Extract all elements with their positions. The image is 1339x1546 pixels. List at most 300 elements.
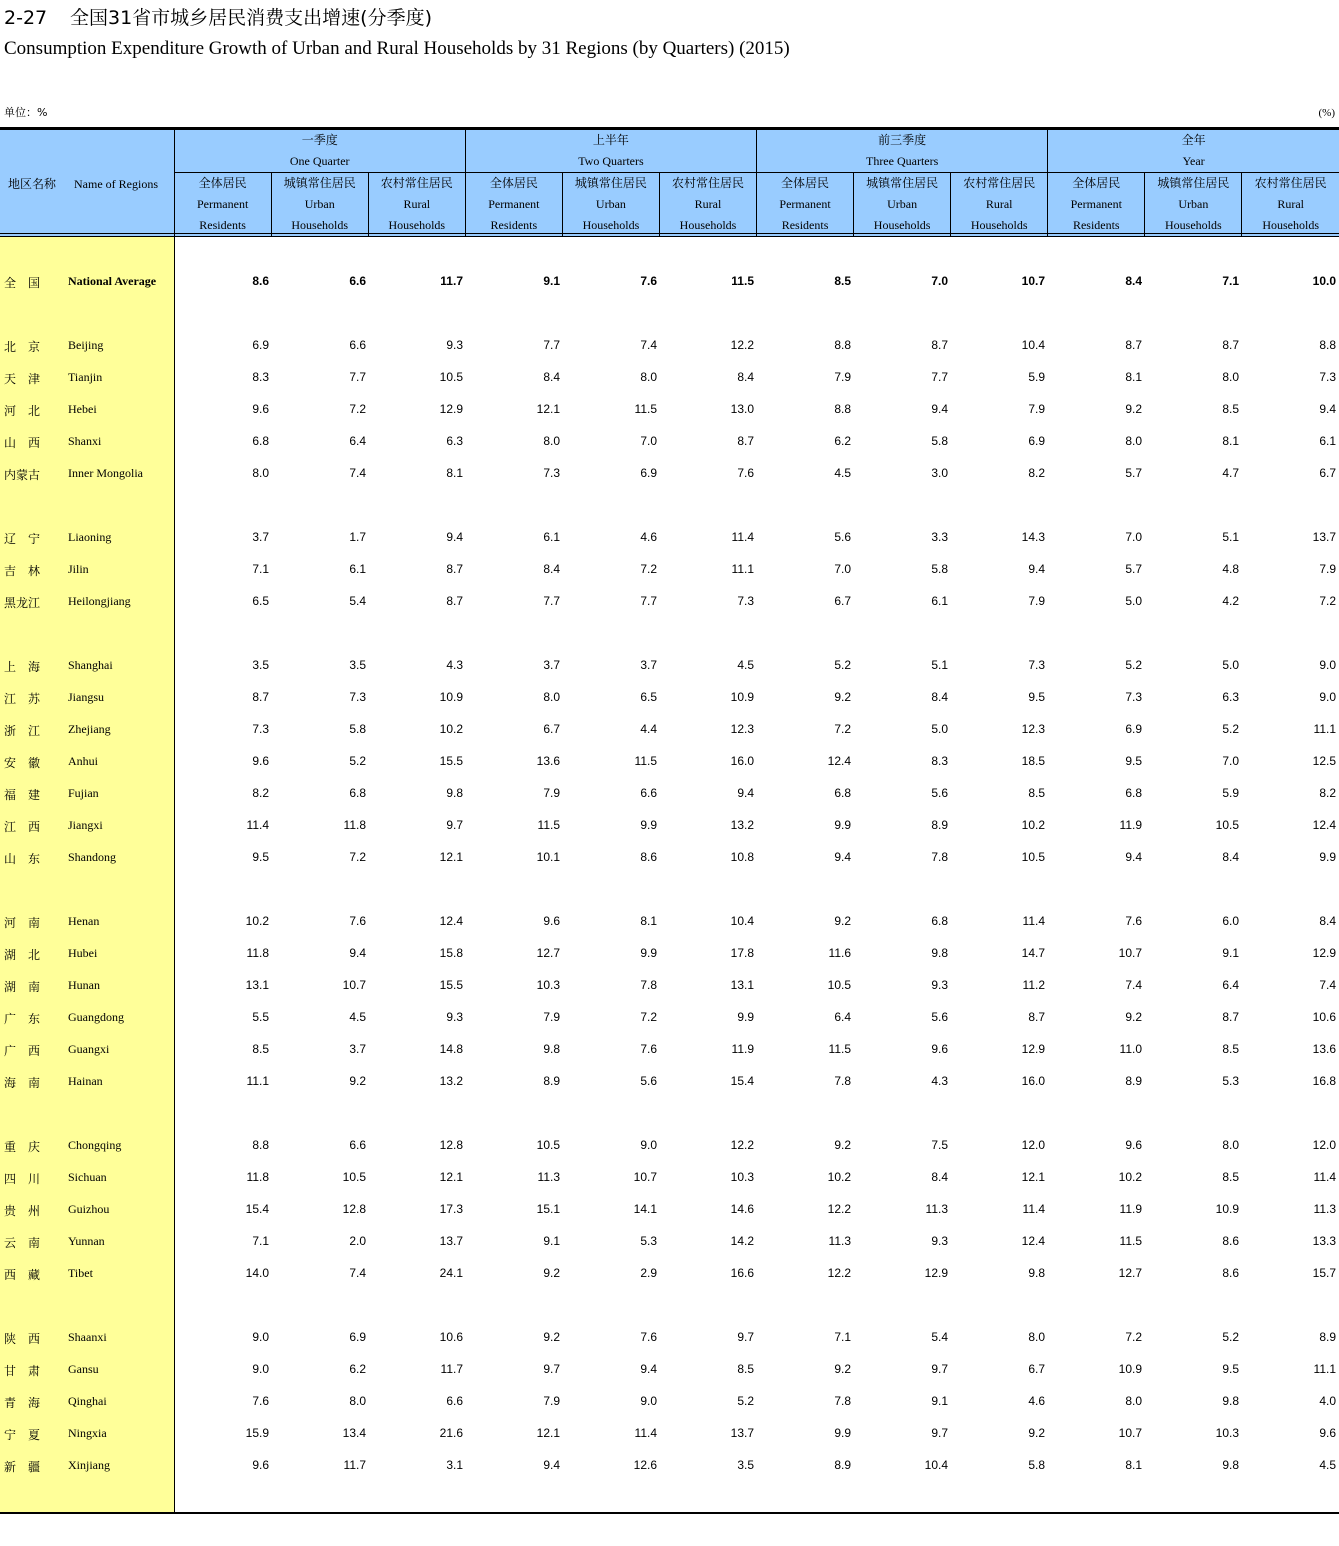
region-name-cn: 新 疆 (4, 1460, 41, 1474)
subcolumn-header: 全体居民 Permanent Residents (465, 173, 562, 237)
region-name-en: Xinjiang (68, 1458, 110, 1472)
subcolumn-header: 城镇常住居民 Urban Households (854, 173, 951, 237)
value-cell: 8.2 (1319, 786, 1336, 800)
region-name-en: Hebei (68, 402, 97, 416)
value-cell: 6.7 (834, 594, 851, 608)
value-cell: 12.2 (827, 1202, 851, 1216)
value-cell: 9.4 (640, 1362, 657, 1376)
region-name-cn: 青 海 (4, 1396, 41, 1410)
value-cell: 4.8 (1222, 562, 1239, 576)
value-cell: 7.3 (349, 690, 366, 704)
value-cell: 6.8 (834, 786, 851, 800)
value-cell: 2.0 (349, 1234, 366, 1248)
period-header: 全年 Year (1048, 130, 1339, 173)
value-cell: 6.7 (543, 722, 560, 736)
value-cell: 10.4 (924, 1458, 948, 1472)
value-cell: 10.9 (1118, 1362, 1142, 1376)
value-cell: 7.5 (931, 1138, 948, 1152)
value-cell: 6.4 (1222, 978, 1239, 992)
value-cell: 11.5 (634, 754, 657, 768)
value-cell: 6.2 (349, 1362, 366, 1376)
value-cell: 6.5 (252, 594, 269, 608)
value-cell: 10.6 (439, 1330, 463, 1344)
value-cell: 8.4 (543, 562, 560, 576)
value-cell: 6.1 (543, 530, 560, 544)
value-cell: 13.2 (730, 818, 754, 832)
subcolumn-header: 城镇常住居民 Urban Households (271, 173, 368, 237)
value-cell: 9.8 (1028, 1266, 1045, 1280)
corner-header (0, 130, 174, 237)
value-cell: 3.1 (446, 1458, 463, 1472)
value-cell: 11.1 (731, 562, 754, 576)
value-cell: 11.7 (440, 274, 463, 288)
corner-en: Name of Regions (74, 177, 158, 191)
value-cell: 9.4 (737, 786, 754, 800)
value-cell: 11.4 (1022, 914, 1045, 928)
value-cell: 8.4 (1222, 850, 1239, 864)
table-row (0, 1456, 1339, 1476)
value-cell: 14.8 (439, 1042, 463, 1056)
subcolumn-header: 农村常住居民 Rural Households (368, 173, 465, 237)
value-cell: 9.8 (931, 946, 948, 960)
value-cell: 8.6 (252, 274, 269, 288)
value-cell: 8.1 (1125, 1458, 1142, 1472)
value-cell: 8.7 (737, 434, 754, 448)
value-cell: 5.4 (931, 1330, 948, 1344)
region-name-en: Liaoning (68, 530, 112, 544)
value-cell: 7.2 (349, 850, 366, 864)
value-cell: 11.7 (440, 1362, 463, 1376)
value-cell: 8.8 (252, 1138, 269, 1152)
value-cell: 3.5 (252, 658, 269, 672)
value-cell: 13.7 (730, 1426, 754, 1440)
value-cell: 5.2 (737, 1394, 754, 1408)
value-cell: 7.1 (252, 1234, 269, 1248)
value-cell: 9.9 (1319, 850, 1336, 864)
region-name-en: Jilin (68, 562, 89, 576)
value-cell: 15.5 (439, 754, 463, 768)
value-cell: 9.2 (1028, 1426, 1045, 1440)
value-cell: 7.0 (1222, 754, 1239, 768)
title-cn-text: 全国31省市城乡居民消费支出增速(分季度) (70, 7, 433, 29)
value-cell: 5.6 (931, 1010, 948, 1024)
value-cell: 11.8 (246, 1170, 269, 1184)
region-name-en: Shanghai (68, 658, 113, 672)
value-cell: 16.0 (1021, 1074, 1045, 1088)
value-cell: 8.5 (737, 1362, 754, 1376)
value-cell: 12.2 (827, 1266, 851, 1280)
value-cell: 11.3 (828, 1234, 851, 1248)
value-cell: 12.4 (1312, 818, 1336, 832)
period-header: 上半年 Two Quarters (465, 130, 756, 173)
value-cell: 5.0 (931, 722, 948, 736)
value-cell: 13.2 (439, 1074, 463, 1088)
value-cell: 9.8 (1222, 1458, 1239, 1472)
value-cell: 4.5 (834, 466, 851, 480)
region-name-en: Qinghai (68, 1394, 107, 1408)
value-cell: 6.6 (349, 274, 366, 288)
region-name-cn: 湖 南 (4, 980, 41, 994)
period-header: 前三季度 Three Quarters (757, 130, 1048, 173)
table-row (0, 1264, 1339, 1284)
value-cell: 7.0 (834, 562, 851, 576)
value-cell: 4.3 (931, 1074, 948, 1088)
value-cell: 10.1 (536, 850, 560, 864)
region-name-cn: 山 东 (4, 852, 41, 866)
region-name-cn: 安 徽 (4, 756, 41, 770)
header-bottom-rule (0, 233, 1339, 234)
value-cell: 3.5 (349, 658, 366, 672)
value-cell: 9.2 (543, 1266, 560, 1280)
value-cell: 9.6 (931, 1042, 948, 1056)
value-cell: 7.4 (349, 1266, 366, 1280)
region-name-en: Shandong (68, 850, 116, 864)
value-cell: 6.6 (640, 786, 657, 800)
value-cell: 5.8 (931, 562, 948, 576)
value-cell: 10.9 (730, 690, 754, 704)
value-cell: 12.0 (1021, 1138, 1045, 1152)
value-cell: 12.2 (730, 338, 754, 352)
value-cell: 9.8 (543, 1042, 560, 1056)
value-cell: 11.6 (828, 946, 851, 960)
value-cell: 8.7 (931, 338, 948, 352)
value-cell: 5.2 (834, 658, 851, 672)
value-cell: 5.2 (1222, 1330, 1239, 1344)
value-cell: 7.3 (1028, 658, 1045, 672)
region-name-cn: 江 西 (4, 820, 41, 834)
value-cell: 5.3 (640, 1234, 657, 1248)
table-row (0, 976, 1339, 996)
value-cell: 15.7 (1312, 1266, 1336, 1280)
value-cell: 9.2 (834, 914, 851, 928)
value-cell: 15.5 (439, 978, 463, 992)
value-cell: 10.2 (439, 722, 463, 736)
value-cell: 9.2 (543, 1330, 560, 1344)
value-cell: 8.0 (1028, 1330, 1045, 1344)
table-row (0, 1136, 1339, 1156)
subcolumn-header: 全体居民 Permanent Residents (757, 173, 854, 237)
value-cell: 11.3 (1313, 1202, 1336, 1216)
value-cell: 10.7 (1118, 946, 1142, 960)
value-cell: 12.6 (633, 1458, 657, 1472)
region-name-cn: 北 京 (4, 340, 41, 354)
value-cell: 10.4 (1021, 338, 1045, 352)
value-cell: 8.9 (1319, 1330, 1336, 1344)
table-row (0, 752, 1339, 772)
value-cell: 8.4 (931, 690, 948, 704)
value-cell: 9.3 (931, 978, 948, 992)
region-name-cn: 四 川 (4, 1172, 41, 1186)
value-cell: 3.7 (349, 1042, 366, 1056)
value-cell: 5.6 (640, 1074, 657, 1088)
value-cell: 5.2 (1125, 658, 1142, 672)
value-cell: 9.5 (1222, 1362, 1239, 1376)
table-row (0, 656, 1339, 676)
value-cell: 11.1 (1313, 1362, 1336, 1376)
table-title-en: Consumption Expenditure Growth of Urban and Rural Households by 31 Regions (by Quarters) (2015) (4, 38, 790, 59)
value-cell: 6.6 (349, 1138, 366, 1152)
table-row (0, 1360, 1339, 1380)
region-name-cn: 浙 江 (4, 724, 41, 738)
value-cell: 11.3 (925, 1202, 948, 1216)
value-cell: 10.2 (245, 914, 269, 928)
value-cell: 9.6 (252, 402, 269, 416)
region-name-en: Ningxia (68, 1426, 107, 1440)
value-cell: 8.9 (543, 1074, 560, 1088)
value-cell: 9.2 (834, 690, 851, 704)
value-cell: 21.6 (439, 1426, 463, 1440)
value-cell: 9.3 (446, 1010, 463, 1024)
value-cell: 7.8 (640, 978, 657, 992)
value-cell: 8.1 (1125, 370, 1142, 384)
value-cell: 11.9 (731, 1042, 754, 1056)
table-row (0, 1392, 1339, 1412)
value-cell: 11.5 (634, 402, 657, 416)
value-cell: 8.7 (1222, 1010, 1239, 1024)
value-cell: 12.7 (1118, 1266, 1142, 1280)
value-cell: 18.5 (1021, 754, 1045, 768)
value-cell: 7.9 (543, 1394, 560, 1408)
value-cell: 9.8 (1222, 1394, 1239, 1408)
period-header: 一季度 One Quarter (174, 130, 465, 173)
value-cell: 8.9 (1125, 1074, 1142, 1088)
value-cell: 11.0 (1119, 1042, 1142, 1056)
value-cell: 8.1 (1222, 434, 1239, 448)
value-cell: 14.1 (633, 1202, 657, 1216)
value-cell: 7.9 (1028, 402, 1045, 416)
value-cell: 4.6 (640, 530, 657, 544)
value-cell: 8.0 (1125, 1394, 1142, 1408)
table-row (0, 784, 1339, 804)
value-cell: 7.3 (1319, 370, 1336, 384)
value-cell: 10.3 (730, 1170, 754, 1184)
value-cell: 17.8 (730, 946, 754, 960)
value-cell: 9.0 (640, 1138, 657, 1152)
value-cell: 8.7 (1222, 338, 1239, 352)
region-name-cn: 河 南 (4, 916, 41, 930)
bottom-rule (0, 1512, 1339, 1514)
value-cell: 6.3 (1222, 690, 1239, 704)
value-cell: 9.0 (252, 1330, 269, 1344)
value-cell: 6.5 (640, 690, 657, 704)
region-name-cn: 湖 北 (4, 948, 41, 962)
region-name-cn: 黑龙江 (4, 596, 41, 610)
value-cell: 8.4 (543, 370, 560, 384)
value-cell: 10.9 (1215, 1202, 1239, 1216)
value-cell: 7.4 (349, 466, 366, 480)
value-cell: 8.5 (1222, 402, 1239, 416)
table-row (0, 1328, 1339, 1348)
value-cell: 8.7 (446, 594, 463, 608)
value-cell: 11.1 (1313, 722, 1336, 736)
value-cell: 9.2 (349, 1074, 366, 1088)
value-cell: 6.7 (1028, 1362, 1045, 1376)
table-row (0, 368, 1339, 388)
region-name-cn: 甘 肃 (4, 1364, 41, 1378)
value-cell: 7.2 (640, 562, 657, 576)
table-row (0, 432, 1339, 452)
value-cell: 9.7 (931, 1362, 948, 1376)
value-cell: 12.3 (1021, 722, 1045, 736)
value-cell: 4.4 (640, 722, 657, 736)
value-cell: 9.9 (640, 946, 657, 960)
value-cell: 7.9 (1319, 562, 1336, 576)
value-cell: 11.4 (1022, 1202, 1045, 1216)
value-cell: 11.3 (537, 1170, 560, 1184)
value-cell: 9.7 (446, 818, 463, 832)
table-row (0, 560, 1339, 580)
region-name-en: Guizhou (68, 1202, 110, 1216)
value-cell: 10.9 (439, 690, 463, 704)
value-cell: 7.6 (1125, 914, 1142, 928)
value-cell: 7.3 (252, 722, 269, 736)
value-cell: 12.1 (439, 850, 463, 864)
value-cell: 16.0 (730, 754, 754, 768)
subcolumn-header: 全体居民 Permanent Residents (1048, 173, 1145, 237)
value-cell: 9.0 (1319, 690, 1336, 704)
value-cell: 8.5 (1028, 786, 1045, 800)
value-cell: 9.6 (543, 914, 560, 928)
value-cell: 11.9 (1119, 818, 1142, 832)
value-cell: 11.5 (828, 1042, 851, 1056)
table-header (0, 129, 1339, 237)
value-cell: 12.9 (1312, 946, 1336, 960)
value-cell: 8.3 (931, 754, 948, 768)
value-cell: 14.6 (730, 1202, 754, 1216)
value-cell: 4.7 (1222, 466, 1239, 480)
value-cell: 11.4 (1313, 1170, 1336, 1184)
value-cell: 13.4 (342, 1426, 366, 1440)
value-cell: 8.0 (1222, 1138, 1239, 1152)
value-cell: 7.6 (349, 914, 366, 928)
value-cell: 12.8 (439, 1138, 463, 1152)
value-cell: 7.0 (931, 274, 948, 288)
value-cell: 6.6 (446, 1394, 463, 1408)
value-cell: 5.0 (1222, 658, 1239, 672)
value-cell: 7.6 (737, 466, 754, 480)
region-name-cn: 云 南 (4, 1236, 41, 1250)
table-row (0, 1424, 1339, 1444)
value-cell: 12.8 (342, 1202, 366, 1216)
value-cell: 5.8 (1028, 1458, 1045, 1472)
value-cell: 9.0 (1319, 658, 1336, 672)
value-cell: 8.4 (1319, 914, 1336, 928)
value-cell: 7.2 (1125, 1330, 1142, 1344)
region-column-background (0, 234, 174, 1512)
value-cell: 7.3 (1125, 690, 1142, 704)
table-row (0, 848, 1339, 868)
value-cell: 13.6 (1312, 1042, 1336, 1056)
value-cell: 6.7 (1319, 466, 1336, 480)
value-cell: 8.0 (252, 466, 269, 480)
value-cell: 10.7 (1118, 1426, 1142, 1440)
value-cell: 11.5 (1119, 1234, 1142, 1248)
value-cell: 9.4 (446, 530, 463, 544)
value-cell: 7.0 (640, 434, 657, 448)
value-cell: 5.9 (1222, 786, 1239, 800)
table-row (0, 720, 1339, 740)
value-cell: 11.5 (731, 274, 754, 288)
value-cell: 14.0 (245, 1266, 269, 1280)
top-rule (0, 127, 1339, 129)
table-row (0, 1040, 1339, 1060)
value-cell: 5.3 (1222, 1074, 1239, 1088)
value-cell: 4.5 (1319, 1458, 1336, 1472)
value-cell: 9.6 (1125, 1138, 1142, 1152)
value-cell: 12.9 (924, 1266, 948, 1280)
value-cell: 8.0 (640, 370, 657, 384)
value-cell: 9.7 (543, 1362, 560, 1376)
region-name-en: Sichuan (68, 1170, 107, 1184)
value-cell: 8.6 (1222, 1234, 1239, 1248)
value-cell: 8.9 (931, 818, 948, 832)
value-cell: 5.2 (1222, 722, 1239, 736)
value-cell: 12.4 (827, 754, 851, 768)
value-cell: 10.5 (1021, 850, 1045, 864)
region-name-en: Anhui (68, 754, 98, 768)
region-name-en: Hubei (68, 946, 98, 960)
value-cell: 12.2 (730, 1138, 754, 1152)
value-cell: 3.3 (931, 530, 948, 544)
value-cell: 8.5 (834, 274, 851, 288)
table-row (0, 1232, 1339, 1252)
region-name-en: National Average (68, 274, 157, 288)
value-cell: 4.5 (737, 658, 754, 672)
table-row (0, 1072, 1339, 1092)
value-cell: 5.5 (252, 1010, 269, 1024)
value-cell: 9.9 (640, 818, 657, 832)
value-cell: 11.1 (246, 1074, 269, 1088)
value-cell: 7.6 (252, 1394, 269, 1408)
value-cell: 12.9 (439, 402, 463, 416)
value-cell: 5.8 (349, 722, 366, 736)
value-cell: 10.7 (1021, 274, 1045, 288)
value-cell: 12.9 (1021, 1042, 1045, 1056)
region-name-cn: 福 建 (4, 788, 41, 802)
value-cell: 10.2 (827, 1170, 851, 1184)
value-cell: 9.1 (543, 1234, 560, 1248)
value-cell: 8.1 (640, 914, 657, 928)
value-cell: 12.0 (1312, 1138, 1336, 1152)
value-cell: 16.6 (730, 1266, 754, 1280)
value-cell: 7.3 (543, 466, 560, 480)
value-cell: 9.2 (834, 1362, 851, 1376)
unit-label-en: (%) (1318, 107, 1335, 119)
value-cell: 7.6 (640, 274, 657, 288)
value-cell: 7.4 (640, 338, 657, 352)
value-cell: 11.2 (1022, 978, 1045, 992)
region-name-cn: 上 海 (4, 660, 41, 674)
value-cell: 15.1 (536, 1202, 560, 1216)
value-cell: 15.9 (245, 1426, 269, 1440)
value-cell: 6.8 (1125, 786, 1142, 800)
value-cell: 12.1 (439, 1170, 463, 1184)
value-cell: 15.4 (245, 1202, 269, 1216)
value-cell: 12.5 (1312, 754, 1336, 768)
value-cell: 8.9 (834, 1458, 851, 1472)
value-cell: 4.6 (1028, 1394, 1045, 1408)
value-cell: 6.9 (349, 1330, 366, 1344)
value-cell: 7.9 (543, 1010, 560, 1024)
value-cell: 11.8 (343, 818, 366, 832)
region-name-cn: 山 西 (4, 436, 41, 450)
value-cell: 10.5 (439, 370, 463, 384)
value-cell: 5.6 (931, 786, 948, 800)
region-name-en: Yunnan (68, 1234, 105, 1248)
value-cell: 8.5 (1222, 1170, 1239, 1184)
value-cell: 7.7 (640, 594, 657, 608)
value-cell: 7.2 (349, 402, 366, 416)
